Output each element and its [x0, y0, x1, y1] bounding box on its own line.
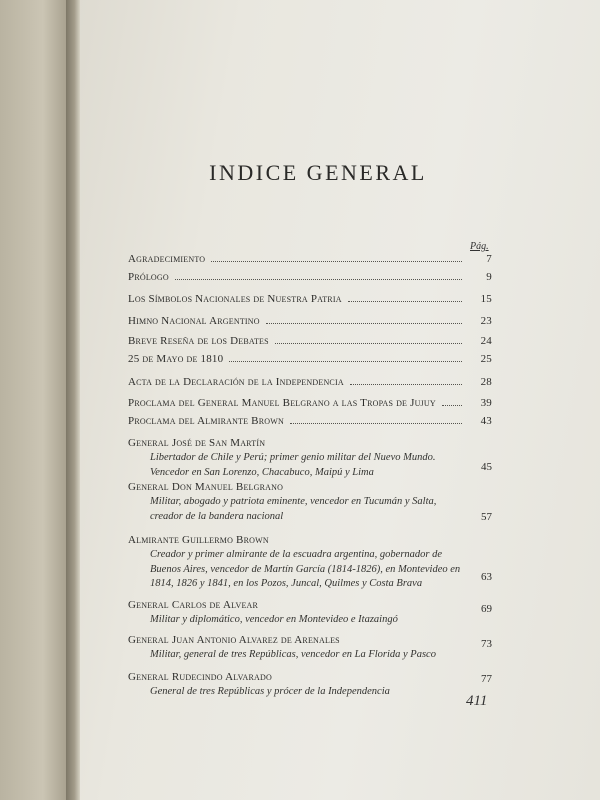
toc-entry-description: Militar, general de tres Repúblicas, vencedor en La Florida y Pasco	[150, 649, 436, 660]
toc-entry-page: 7	[486, 253, 492, 265]
toc-entry-title: Acta de la Declaración de la Independencia	[128, 376, 344, 388]
toc-entry	[128, 292, 492, 306]
toc-entry-page: 28	[480, 376, 492, 388]
toc-entry	[128, 480, 492, 524]
toc-entry	[128, 670, 492, 700]
toc-entry-description: Militar y diplomático, vencedor en Montevideo e Itazaingó	[150, 614, 398, 625]
toc-entry-title: 25 de Mayo de 1810	[128, 353, 224, 365]
toc-entry	[128, 598, 492, 628]
toc-entry-title: Proclama del Almirante Brown	[128, 415, 284, 427]
toc-entry	[128, 633, 492, 663]
dot-leader	[175, 279, 462, 280]
toc-entry	[128, 334, 492, 348]
dot-leader	[211, 261, 462, 262]
toc-entry-title: Proclama del General Manuel Belgrano a las Tropas de Jujuy	[128, 397, 436, 409]
toc-entry-description: Creador y primer almirante de la escuadra argentina, gobernador de Buenos Aires, vencedor de Martín García (1814-1826), en Montevideo en 1814, 1826 y 1841, en los Pozos, Juncal, Quilmes y Costa Brava	[150, 549, 461, 589]
toc-entry-page: 57	[481, 511, 492, 523]
toc-entry-title: Agradecimiento	[128, 253, 206, 265]
toc-entry-description: Militar, abogado y patriota eminente, vencedor en Tucumán y Salta, creador de la bandera nacional	[150, 496, 437, 522]
toc-entry	[128, 396, 492, 410]
page-number: 411	[466, 693, 488, 709]
page-title: INDICE GENERAL	[209, 160, 427, 185]
toc-entry-title: Himno Nacional Argentino	[128, 315, 260, 327]
toc-entry	[128, 533, 492, 592]
toc-entry-page: 77	[481, 673, 492, 685]
toc-entry	[128, 436, 492, 480]
toc-entry-title: General Rudecindo Alvarado	[128, 671, 272, 683]
toc-entry-page: 73	[481, 638, 492, 650]
toc-entry-title: Breve Reseña de los Debates	[128, 335, 269, 347]
toc-entry-title: General Juan Antonio Alvarez de Arenales	[128, 634, 340, 646]
dot-leader	[266, 323, 462, 324]
toc-entry	[128, 414, 492, 428]
dot-leader	[229, 361, 462, 362]
toc-entry-title: General Don Manuel Belgrano	[128, 481, 284, 493]
toc-entry	[128, 375, 492, 389]
toc-entry-title: Almirante Guillermo Brown	[128, 534, 269, 546]
toc-entry-page: 25	[480, 353, 492, 365]
toc-entry-title: Los Símbolos Nacionales de Nuestra Patria	[128, 293, 342, 305]
page-column-label: Pág.	[470, 241, 489, 252]
toc-entry-description: Libertador de Chile y Perú; primer genio militar del Nuevo Mundo. Vencedor en San Lorenzo, Chacabuco, Maipú y Lima	[150, 452, 436, 478]
dot-leader	[275, 343, 462, 344]
toc-entry-page: 9	[486, 271, 492, 283]
toc-entry-page: 45	[481, 461, 492, 473]
toc-entry-page: 15	[480, 293, 492, 305]
dot-leader	[348, 301, 462, 302]
dot-leader	[442, 405, 462, 406]
toc-entry-page: 69	[481, 603, 492, 615]
toc-entry-page: 39	[480, 397, 492, 409]
toc-entry	[128, 270, 492, 284]
toc-entry-page: 23	[480, 315, 492, 327]
toc-entry	[128, 314, 492, 328]
toc-entry-description: General de tres Repúblicas y prócer de la Independencia	[150, 686, 390, 697]
dot-leader	[290, 423, 462, 424]
dot-leader	[350, 384, 462, 385]
toc-entry-page: 43	[480, 415, 492, 427]
toc-entry-page: 63	[481, 571, 492, 583]
toc-entry-page: 24	[480, 335, 492, 347]
toc-entry	[128, 352, 492, 366]
toc-entry	[128, 252, 492, 266]
toc-entry-title: General Carlos de Alvear	[128, 599, 259, 611]
toc-entry-title: Prólogo	[128, 271, 169, 283]
toc-entry-title: General José de San Martín	[128, 437, 266, 449]
